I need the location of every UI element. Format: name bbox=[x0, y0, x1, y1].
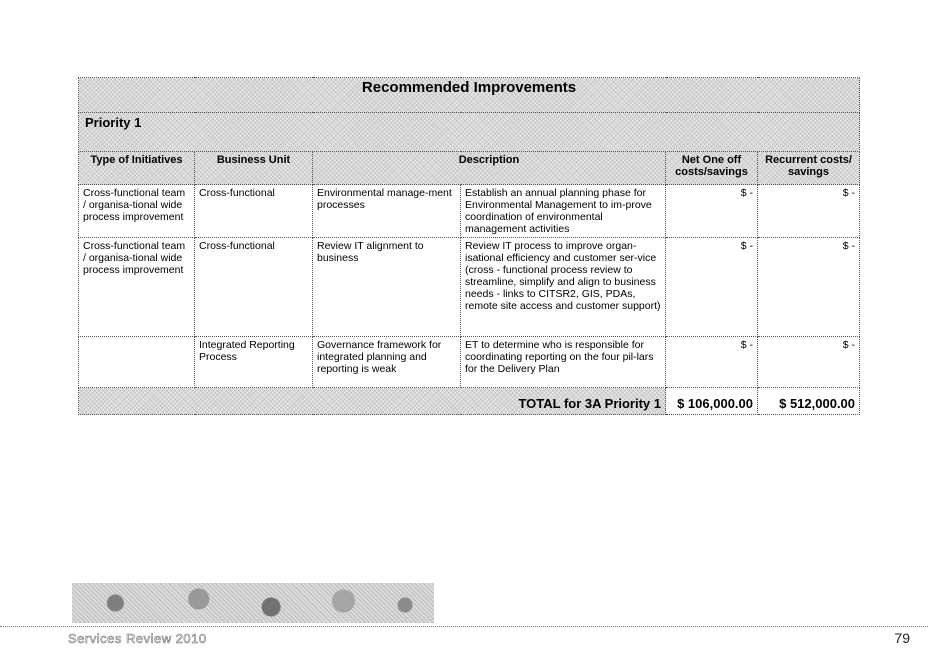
cell-recurrent: $ - bbox=[758, 185, 860, 238]
cell-type: Cross-functional team / organisa-tional wide process improvement bbox=[79, 238, 195, 337]
cell-type: Cross-functional team / organisa-tional wide process improvement bbox=[79, 185, 195, 238]
cell-detail: Establish an annual planning phase for Environmental Management to im-prove coordination of environmental management activities bbox=[461, 185, 666, 238]
cell-unit: Cross-functional bbox=[195, 185, 313, 238]
header-type: Type of Initiatives bbox=[79, 152, 195, 185]
total-row bbox=[79, 388, 860, 415]
cell-net: $ - bbox=[666, 337, 758, 388]
priority-heading: Priority 1 bbox=[79, 113, 860, 152]
cell-area: Environmental manage-ment processes bbox=[313, 185, 461, 238]
cell-net: $ - bbox=[666, 238, 758, 337]
footer-photo-collage bbox=[72, 583, 434, 623]
cell-detail: Review IT process to improve organ-isational efficiency and customer ser-vice (cross - functional process review to streamline, simplify and align to business needs - links to CITSR2, GIS, PDAs, remote site access and customer support) bbox=[461, 238, 666, 337]
header-recurrent: Recurrent costs/ savings bbox=[758, 152, 860, 185]
header-net-one-off: Net One off costs/savings bbox=[666, 152, 758, 185]
footer-divider bbox=[0, 626, 928, 627]
table-row bbox=[79, 337, 860, 388]
cell-net: $ - bbox=[666, 185, 758, 238]
table-row bbox=[79, 185, 860, 238]
table-title: Recommended Improvements bbox=[79, 78, 860, 113]
cell-area: Governance framework for integrated planning and reporting is weak bbox=[313, 337, 461, 388]
cell-area: Review IT alignment to business bbox=[313, 238, 461, 337]
total-net: $ 106,000.00 bbox=[666, 388, 758, 415]
cell-detail: ET to determine who is responsible for coordinating reporting on the four pil-lars for the Delivery Plan bbox=[461, 337, 666, 388]
cell-type bbox=[79, 337, 195, 388]
total-recurrent: $ 512,000.00 bbox=[758, 388, 860, 415]
page-number: 79 bbox=[894, 630, 910, 646]
cell-unit: Cross-functional bbox=[195, 238, 313, 337]
header-description: Description bbox=[313, 152, 666, 185]
table-row bbox=[79, 238, 860, 337]
cell-recurrent: $ - bbox=[758, 238, 860, 337]
cell-recurrent: $ - bbox=[758, 337, 860, 388]
total-label: TOTAL for 3A Priority 1 bbox=[79, 388, 666, 415]
cell-unit: Integrated Reporting Process bbox=[195, 337, 313, 388]
header-business-unit: Business Unit bbox=[195, 152, 313, 185]
footer-title: Services Review 2010 bbox=[68, 631, 207, 646]
recommended-improvements-table bbox=[78, 77, 860, 415]
